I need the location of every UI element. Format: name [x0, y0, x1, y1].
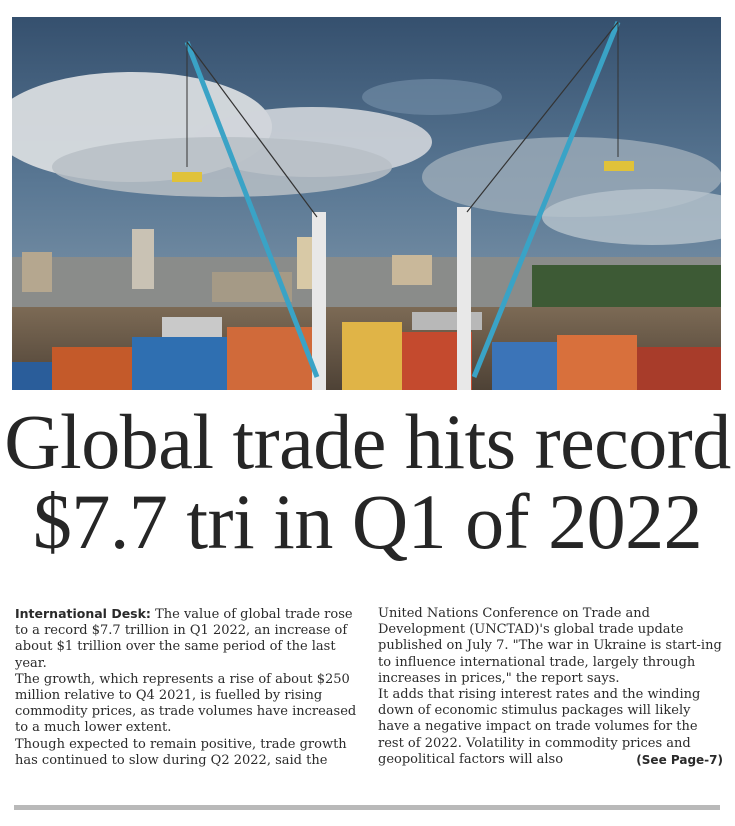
article-paragraph-1: [15, 606, 360, 672]
bottom-divider: [14, 805, 720, 810]
article-paragraph-3: Though expected to remain positive, trade growth has continued to slow during Q2 2022, said the: [15, 736, 347, 768]
article-column-left: [15, 606, 360, 769]
article-paragraph-2: The growth, which represents a rise of about $250 million relative to Q4 2021, is fuelled by rising commodity prices, as trade volumes have increased to a much lower extent.: [15, 671, 357, 736]
news-photo-port-cranes: [12, 17, 721, 390]
article-paragraph-1-text: The value of global trade rose to a record $7.7 trillion in Q1 2022, an increase of about $1 trillion over the same period of the last year.: [15, 607, 353, 671]
port-cranes-illustration: [12, 17, 721, 390]
see-page-link[interactable]: (See Page-7): [636, 752, 723, 767]
dateline: International Desk:: [15, 606, 151, 621]
article-paragraph-5-text: It adds that rising interest rates and the winding down of economic stimulus packages will likely have a negative impact on trade volumes for the rest of 2022. Volatility in commodity prices and geopolitical factors will also: [378, 687, 701, 767]
headline-line-1: Global trade hits record: [4, 398, 731, 485]
article-paragraph-5: [378, 687, 723, 768]
headline: [0, 398, 735, 565]
article-paragraph-4: United Nations Conference on Trade and Development (UNCTAD)'s global trade update published on July 7. "The war in Ukraine is start-ing to influence international trade, largely through increases in prices," the report says.: [378, 606, 722, 686]
article-column-right: [378, 606, 723, 768]
headline-line-2: $7.7 tri in Q1 of 2022: [32, 478, 703, 565]
